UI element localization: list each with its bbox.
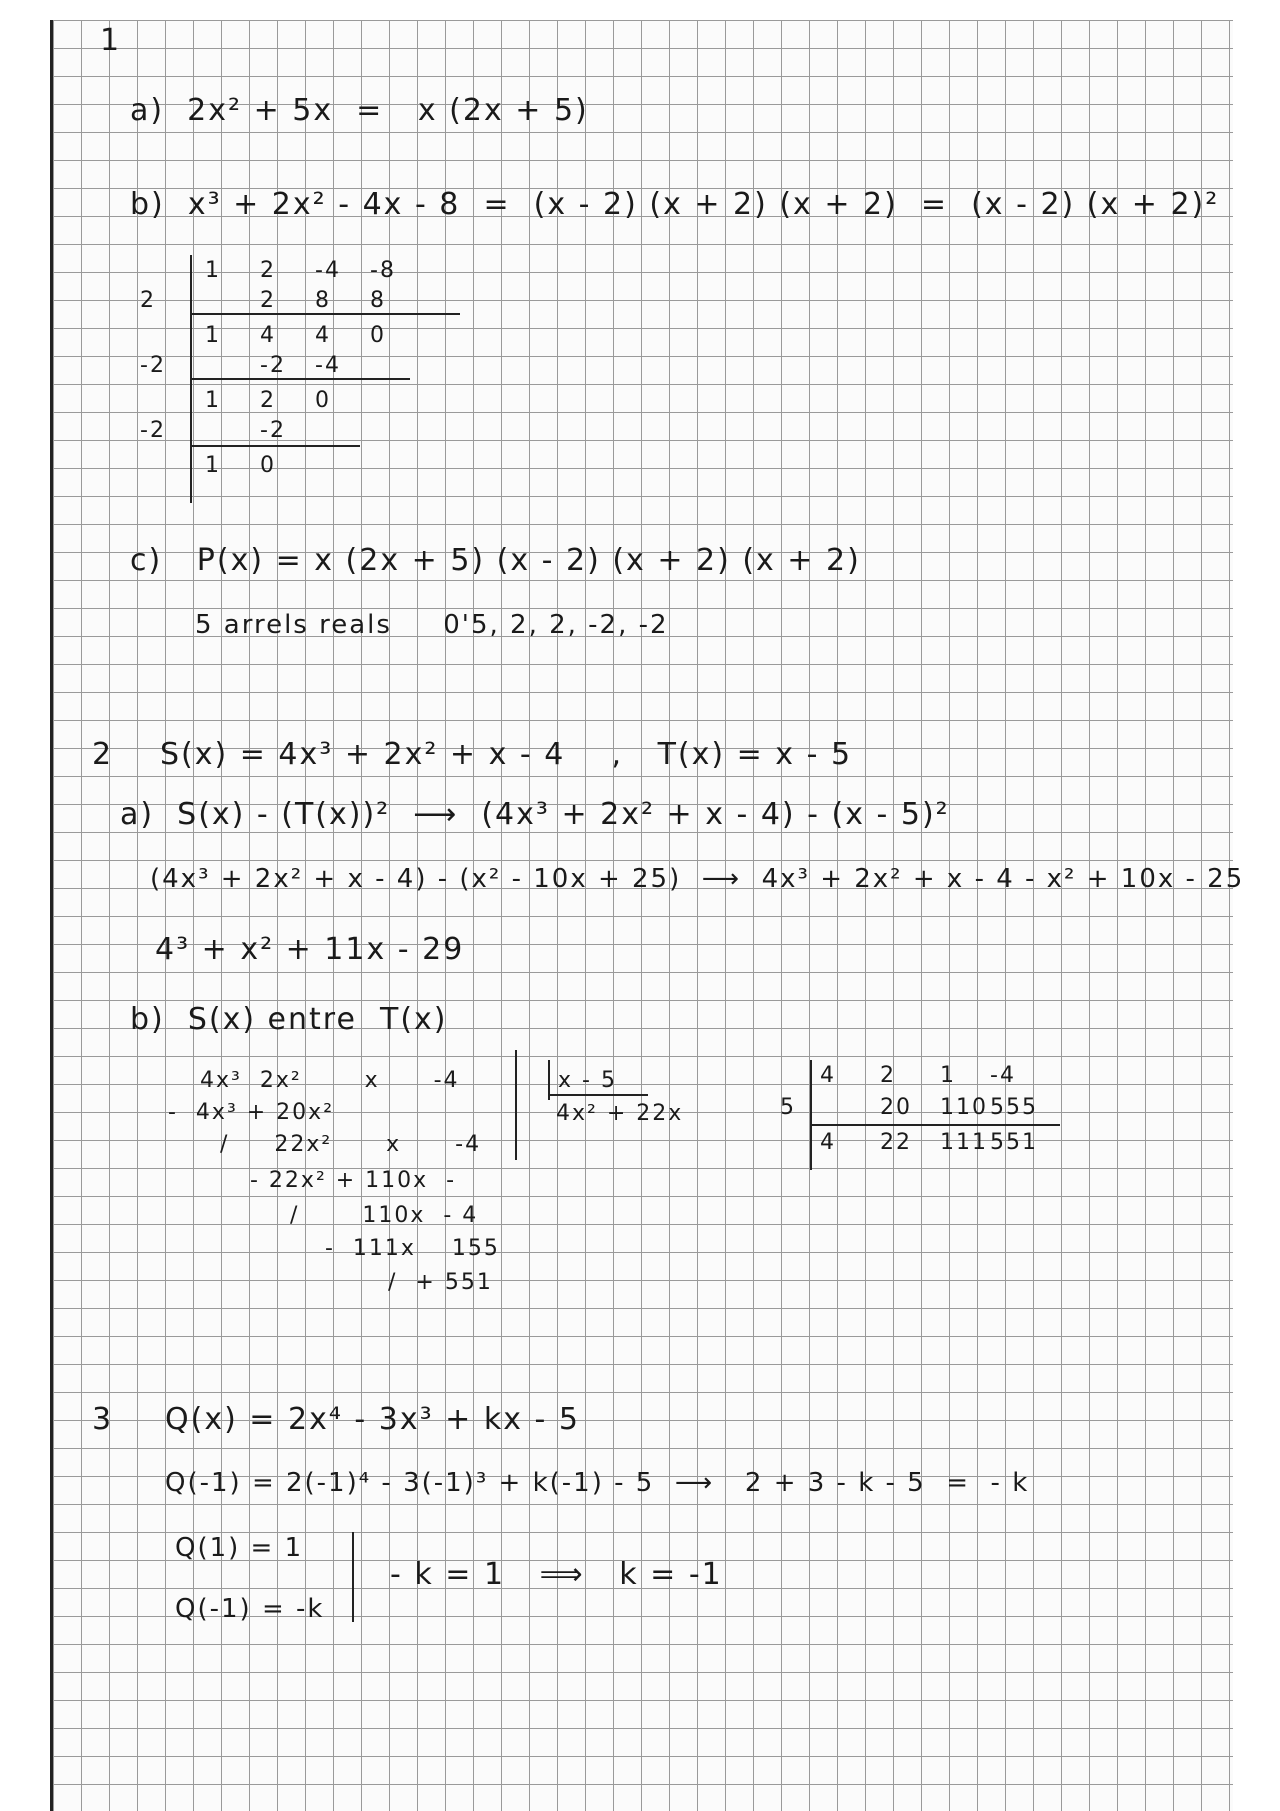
problem-3-line1: Q(-1) = 2(-1)⁴ - 3(-1)³ + k(-1) - 5 ⟶ 2 + 3 - k - 5 = - k (165, 1468, 1030, 1498)
ruffini2-cell: 22 (880, 1130, 912, 1155)
problem-3-line3: Q(-1) = -k (175, 1594, 325, 1624)
ruffini2-cell: 111 (940, 1130, 988, 1155)
division-remainder3: / + 551 (388, 1270, 493, 1295)
ruffini1-cell: 1 (205, 453, 221, 478)
division-quotient: 4x² + 22x (556, 1101, 684, 1126)
ruffini1-cell: -2 (260, 418, 286, 443)
problem-1-number: 1 (100, 23, 122, 58)
ruffini2-cell: 2 (880, 1063, 896, 1088)
problem-3-number: 3 (92, 1402, 114, 1437)
problem-1c-line: c) P(x) = x (2x + 5) (x - 2) (x + 2) (x + 2) (130, 543, 861, 578)
division-divisor: x - 5 (558, 1068, 617, 1093)
ruffini1-cell: 2 (140, 288, 156, 313)
problem-2a-line3: 4³ + x² + 11x - 29 (155, 932, 465, 967)
division-remainder1: / 22x² x -4 (220, 1132, 482, 1157)
ruffini2-cell: 20 (880, 1095, 912, 1120)
ruffini1-cell: 1 (205, 258, 221, 283)
problem-2b-title: b) S(x) entre T(x) (130, 1002, 448, 1037)
division-step2: - 22x² + 110x - (250, 1168, 457, 1193)
problem-2a-line2: (4x³ + 2x² + x - 4) - (x² - 10x + 25) ⟶ 4x³ + 2x² + x - 4 - x² + 10x - 25 (150, 864, 1245, 894)
ruffini1-cell: 8 (315, 288, 331, 313)
problem-3-conclusion: - k = 1 ⟹ k = -1 (390, 1557, 723, 1592)
ruffini2-cell: 4 (820, 1063, 836, 1088)
problem-3-line2: Q(1) = 1 (175, 1533, 304, 1563)
ruffini1-cell: 2 (260, 258, 276, 283)
ruffini2-cell: -4 (990, 1063, 1016, 1088)
ruffini1-cell: 2 (260, 288, 276, 313)
ruffini1-cell: 0 (260, 453, 276, 478)
ruffini1-cell: 4 (315, 323, 331, 348)
problem-1c-roots: 5 arrels reals 0'5, 2, 2, -2, -2 (195, 610, 669, 640)
ruffini1-cell: 2 (260, 388, 276, 413)
ruffini1-cell: -4 (315, 258, 341, 283)
ruffini1-cell: -2 (260, 353, 286, 378)
division-dividend: 4x³ 2x² x -4 (200, 1068, 460, 1093)
ruffini1-cell: 1 (205, 388, 221, 413)
ruffini2-cell: 4 (820, 1130, 836, 1155)
brace-line (352, 1532, 354, 1622)
ruffini2-cell: 555 (990, 1095, 1038, 1120)
ruffini1-cell: 1 (205, 323, 221, 348)
ruffini2-cell: 5 (780, 1095, 796, 1120)
ruffini1-cell: 4 (260, 323, 276, 348)
problem-2a-line1: a) S(x) - (T(x))² ⟶ (4x³ + 2x² + x - 4) - (x - 5)² (120, 797, 950, 832)
ruffini1-cell: -2 (140, 418, 166, 443)
problem-1a-line: a) 2x² + 5x = x (2x + 5) (130, 93, 589, 128)
ruffini2-cell: 110 (940, 1095, 988, 1120)
division-remainder2: / 110x - 4 (290, 1203, 479, 1228)
problem-3-statement: Q(x) = 2x⁴ - 3x³ + kx - 5 (165, 1402, 580, 1437)
division-step3: - 111x 155 (325, 1236, 500, 1261)
ruffini2-cell: 1 (940, 1063, 956, 1088)
ruffini1-cell: -8 (370, 258, 396, 283)
division-step1: - 4x³ + 20x² (168, 1100, 335, 1125)
ruffini1-cell: 8 (370, 288, 386, 313)
ruffini1-cell: 0 (370, 323, 386, 348)
ruffini1-cell: -2 (140, 353, 166, 378)
ruffini2-cell: 551 (990, 1130, 1038, 1155)
problem-1b-line: b) x³ + 2x² - 4x - 8 = (x - 2) (x + 2) (x + 2) = (x - 2) (x + 2)² (130, 187, 1220, 222)
ruffini-table-1 (140, 255, 470, 510)
problem-2-statement: S(x) = 4x³ + 2x² + x - 4 , T(x) = x - 5 (160, 737, 853, 772)
ruffini1-cell: 0 (315, 388, 331, 413)
ruffini1-cell: -4 (315, 353, 341, 378)
ruffini-table-2 (780, 1060, 1080, 1170)
problem-2-number: 2 (92, 737, 114, 772)
